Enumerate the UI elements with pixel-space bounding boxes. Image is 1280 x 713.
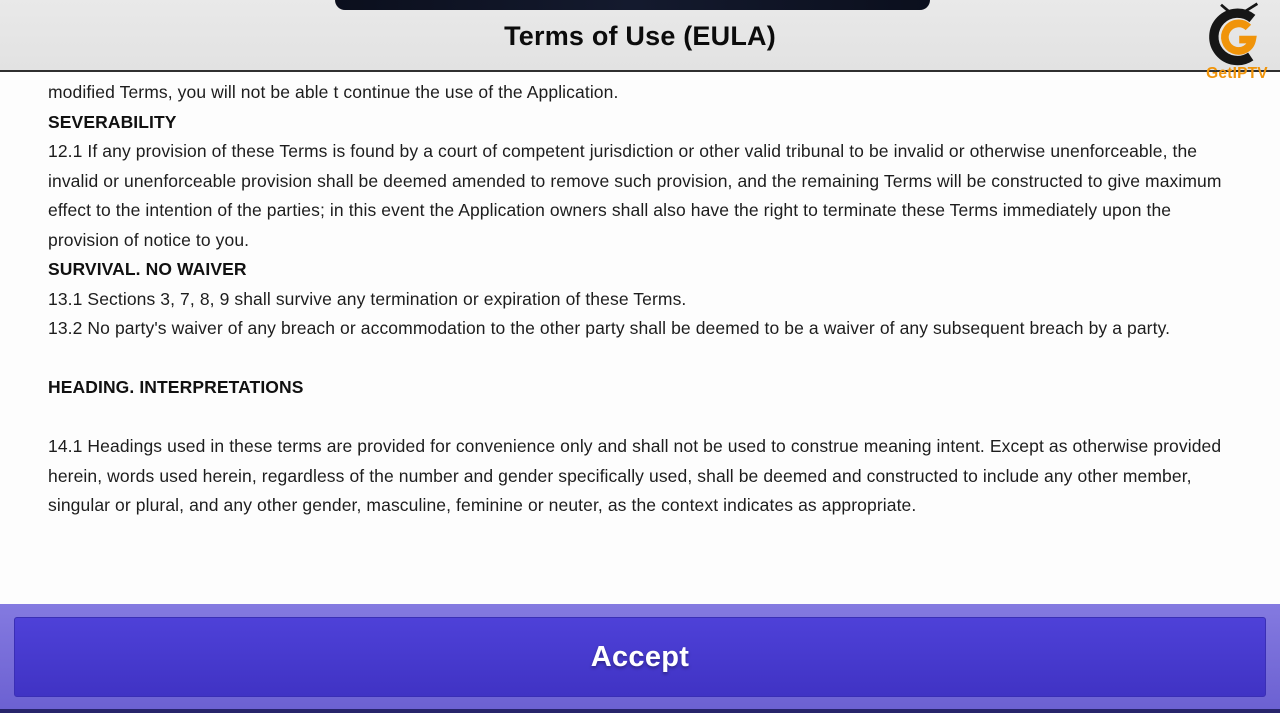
terms-paragraph: 13.2 No party's waiver of any breach or accommodation to the other party shall be deemed to be a waiver of any subsequent breach by a party. <box>48 318 1171 338</box>
top-notch <box>335 0 930 10</box>
terms-section-survival-no-waiver <box>48 255 1232 344</box>
terms-scroll-area[interactable] <box>0 74 1280 604</box>
terms-paragraph: 13.1 Sections 3, 7, 8, 9 shall survive any termination or expiration of these Terms. <box>48 288 687 309</box>
terms-section-heading-interpretations <box>48 373 1232 521</box>
getiptv-logo-icon <box>1202 2 1272 68</box>
getiptv-logo <box>1194 2 1280 83</box>
bottom-strip <box>0 709 1280 713</box>
terms-paragraph: 12.1 If any provision of these Terms is found by a court of competent jurisdiction or other valid tribunal to be invalid or otherwise unenforceable, the invalid or unenforceable provision shall be deemed amended to remove such provision, and the remaining Terms will be constructed to give maximum effect to the intention of the parties; in this event the Application owners shall also have the right to terminate these Terms immediately upon the provision of notice to you. <box>48 141 1222 250</box>
terms-paragraph: 14.1 Headings used in these terms are provided for convenience only and shall not be used to construe meaning intent. Except as otherwise provided herein, words used herein, regardless of the number and gender specifically used, shall be deemed and constructed to include any other member, singular or plural, and any other gender, masculine, feminine or neuter, as the context indicates as appropriate. <box>48 436 1222 515</box>
terms-section-severability <box>48 108 1232 256</box>
getiptv-logo-text: GetIPTV <box>1206 65 1268 82</box>
section-heading: HEADING. INTERPRETATIONS <box>48 377 304 397</box>
accept-bar <box>0 604 1280 709</box>
section-heading: SEVERABILITY <box>48 111 177 132</box>
section-heading: SURVIVAL. NO WAIVER <box>48 259 247 279</box>
header <box>0 0 1280 72</box>
accept-button[interactable]: Accept <box>14 617 1266 697</box>
terms-paragraph: modified Terms, you will not be able t continue the use of the Application. <box>48 82 619 102</box>
page-title: Terms of Use (EULA) <box>504 21 776 51</box>
